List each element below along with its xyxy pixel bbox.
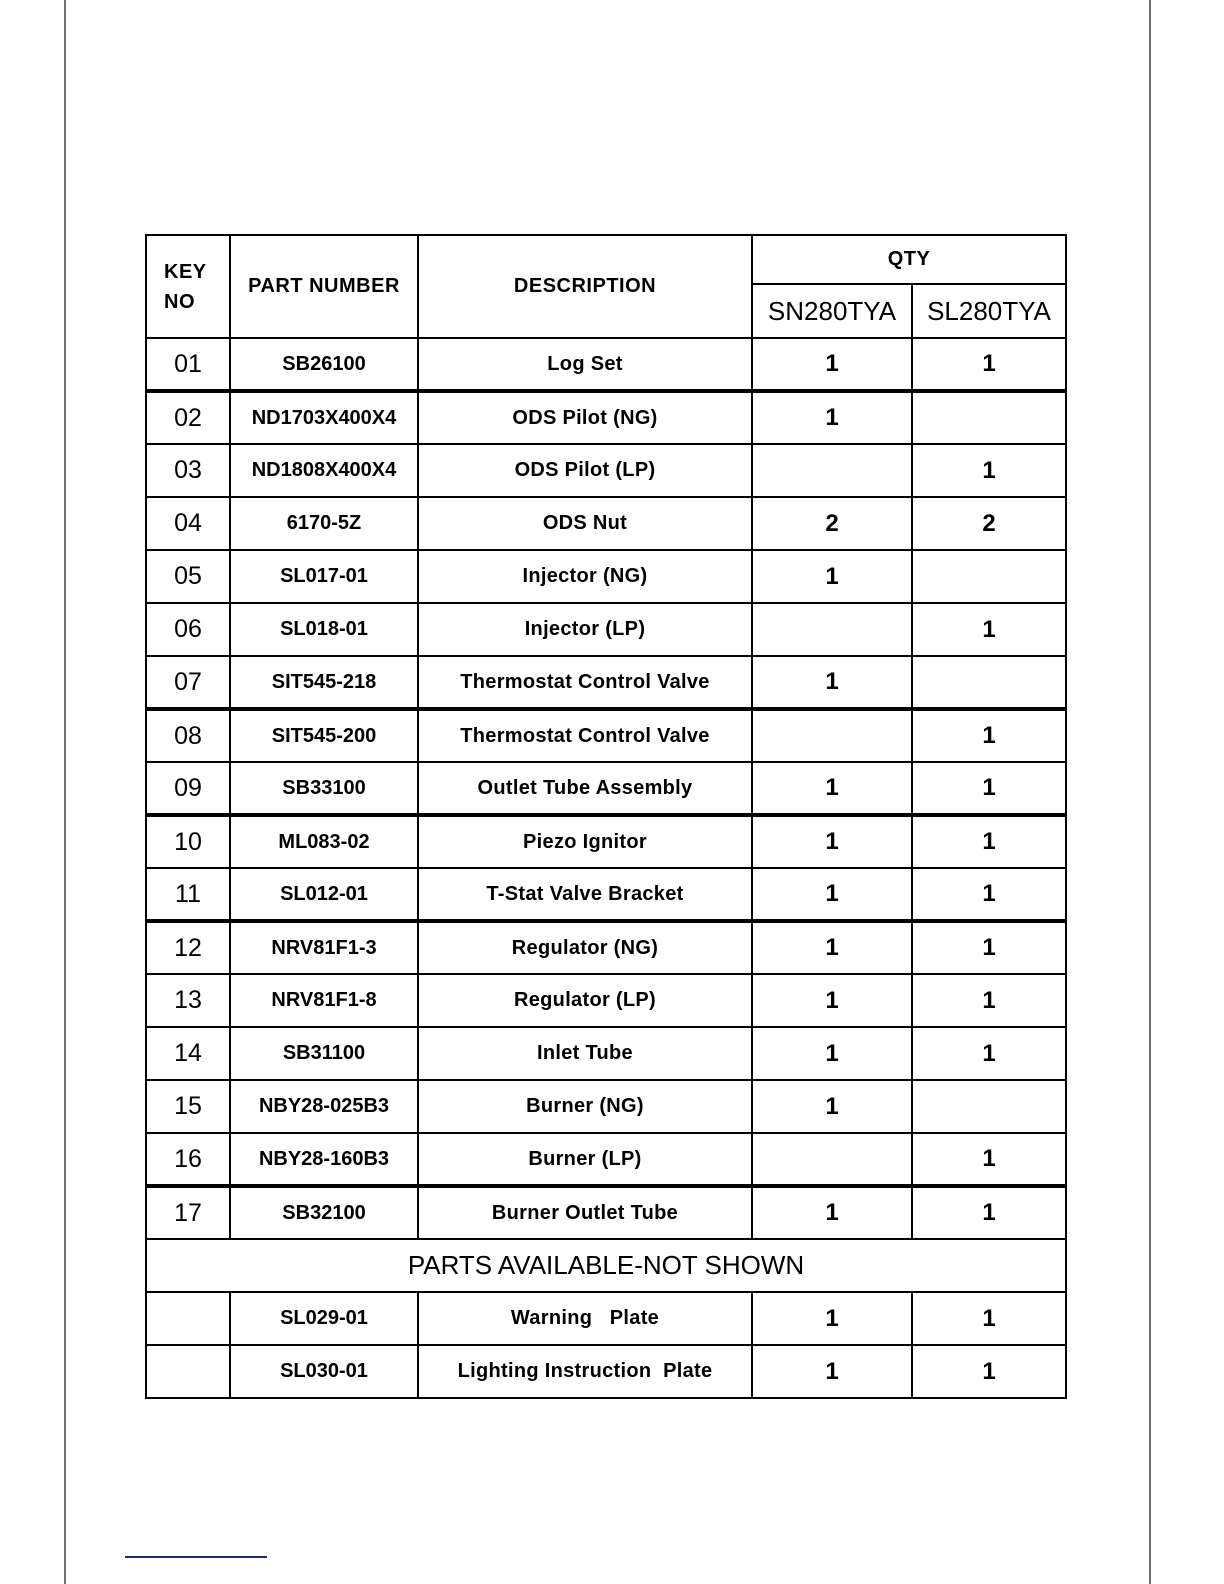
qty-sl280tya-cell xyxy=(912,391,1066,444)
key-no-cell: 06 xyxy=(146,603,230,656)
description-cell: Regulator (LP) xyxy=(418,974,752,1027)
part-number-cell: SL018-01 xyxy=(230,603,418,656)
table-row xyxy=(146,1027,1066,1080)
qty-sn280tya-cell: 2 xyxy=(752,497,912,550)
table-row xyxy=(146,709,1066,762)
part-number-cell: SIT545-218 xyxy=(230,656,418,709)
qty-sn280tya-cell: 1 xyxy=(752,656,912,709)
table-row xyxy=(146,1186,1066,1239)
part-number-cell: NBY28-025B3 xyxy=(230,1080,418,1133)
part-number-cell: 6170-5Z xyxy=(230,497,418,550)
qty-sn280tya-cell xyxy=(752,444,912,497)
description-cell: Burner (LP) xyxy=(418,1133,752,1186)
qty-sl280tya-cell: 1 xyxy=(912,921,1066,974)
part-number-cell: SB32100 xyxy=(230,1186,418,1239)
qty-sn280tya-cell xyxy=(752,709,912,762)
table-row xyxy=(146,762,1066,815)
table-row xyxy=(146,974,1066,1027)
key-no-cell: 12 xyxy=(146,921,230,974)
table-row xyxy=(146,815,1066,868)
key-no-cell: 07 xyxy=(146,656,230,709)
qty-sl280tya-cell xyxy=(912,1080,1066,1133)
key-no-cell: 10 xyxy=(146,815,230,868)
qty-sl280tya-cell: 1 xyxy=(912,1027,1066,1080)
table-row xyxy=(146,497,1066,550)
key-no-cell: 09 xyxy=(146,762,230,815)
key-no-cell: 16 xyxy=(146,1133,230,1186)
qty-header: QTY xyxy=(752,235,1066,284)
description-cell: ODS Pilot (NG) xyxy=(418,391,752,444)
key-no-cell: 04 xyxy=(146,497,230,550)
qty-sl280tya-cell xyxy=(912,550,1066,603)
part-number-cell: SIT545-200 xyxy=(230,709,418,762)
description-cell: Lighting Instruction Plate xyxy=(418,1345,752,1398)
qty-sl280tya-cell: 1 xyxy=(912,974,1066,1027)
part-number-cell: SB26100 xyxy=(230,338,418,391)
description-cell: T-Stat Valve Bracket xyxy=(418,868,752,921)
part-number-cell: NRV81F1-8 xyxy=(230,974,418,1027)
table-row xyxy=(146,391,1066,444)
qty-sn280tya-cell: 1 xyxy=(752,921,912,974)
section-row xyxy=(146,1239,1066,1292)
description-header: DESCRIPTION xyxy=(418,235,752,338)
part-number-cell: NBY28-160B3 xyxy=(230,1133,418,1186)
page-border-right xyxy=(1149,0,1151,1584)
qty-sn280tya-cell: 1 xyxy=(752,1345,912,1398)
description-cell: Warning Plate xyxy=(418,1292,752,1345)
header-row xyxy=(146,235,1066,284)
qty-sn280tya-cell: 1 xyxy=(752,1292,912,1345)
qty-sn280tya-cell: 1 xyxy=(752,868,912,921)
description-cell: Outlet Tube Assembly xyxy=(418,762,752,815)
key-no-cell: 15 xyxy=(146,1080,230,1133)
parts-table-body xyxy=(146,338,1066,1398)
qty-sl280tya-cell: 1 xyxy=(912,709,1066,762)
qty-sn280tya-cell xyxy=(752,1133,912,1186)
table-row xyxy=(146,1080,1066,1133)
qty-sl280tya-cell: 1 xyxy=(912,1345,1066,1398)
table-row xyxy=(146,444,1066,497)
description-cell: ODS Pilot (LP) xyxy=(418,444,752,497)
part-number-cell: ND1808X400X4 xyxy=(230,444,418,497)
key-no-header-label: KEY NO xyxy=(164,260,207,313)
table-row xyxy=(146,603,1066,656)
qty-sn280tya-cell: 1 xyxy=(752,974,912,1027)
qty-sn280tya-cell: 1 xyxy=(752,815,912,868)
qty-sn280tya-cell: 1 xyxy=(752,1186,912,1239)
description-cell: Burner Outlet Tube xyxy=(418,1186,752,1239)
part-number-cell: NRV81F1-3 xyxy=(230,921,418,974)
table-row xyxy=(146,656,1066,709)
description-cell: Burner (NG) xyxy=(418,1080,752,1133)
key-no-cell: 02 xyxy=(146,391,230,444)
table-row xyxy=(146,1133,1066,1186)
qty-sn280tya-cell: 1 xyxy=(752,550,912,603)
qty-sl280tya-cell xyxy=(912,656,1066,709)
qty-sl280tya-cell: 1 xyxy=(912,1292,1066,1345)
page-border-left xyxy=(64,0,66,1584)
qty-sl280tya-cell: 1 xyxy=(912,815,1066,868)
table-row xyxy=(146,868,1066,921)
part-number-cell: SB33100 xyxy=(230,762,418,815)
extra-table-row xyxy=(146,1345,1066,1398)
description-cell: Piezo Ignitor xyxy=(418,815,752,868)
key-no-cell xyxy=(146,1292,230,1345)
description-cell: Thermostat Control Valve xyxy=(418,709,752,762)
parts-not-shown-label: PARTS AVAILABLE-NOT SHOWN xyxy=(146,1239,1066,1292)
part-number-cell: ND1703X400X4 xyxy=(230,391,418,444)
key-no-cell xyxy=(146,1345,230,1398)
qty-sn280tya-cell: 1 xyxy=(752,338,912,391)
description-cell: Log Set xyxy=(418,338,752,391)
key-no-cell: 17 xyxy=(146,1186,230,1239)
description-cell: Inlet Tube xyxy=(418,1027,752,1080)
qty-sl280tya-cell: 1 xyxy=(912,1186,1066,1239)
description-cell: ODS Nut xyxy=(418,497,752,550)
qty-sl280tya-cell: 1 xyxy=(912,603,1066,656)
description-cell: Regulator (NG) xyxy=(418,921,752,974)
qty-sn280tya-cell xyxy=(752,603,912,656)
key-no-cell: 11 xyxy=(146,868,230,921)
part-number-cell: SL030-01 xyxy=(230,1345,418,1398)
key-no-cell: 14 xyxy=(146,1027,230,1080)
extra-table-row xyxy=(146,1292,1066,1345)
qty-sl280tya-cell: 1 xyxy=(912,762,1066,815)
qty-sn280tya-cell: 1 xyxy=(752,1027,912,1080)
part-number-header: PART NUMBER xyxy=(230,235,418,338)
model-sl280tya-header: SL280TYA xyxy=(912,284,1066,338)
table-row xyxy=(146,338,1066,391)
qty-sl280tya-cell: 1 xyxy=(912,1133,1066,1186)
key-no-cell: 08 xyxy=(146,709,230,762)
table-row xyxy=(146,550,1066,603)
description-cell: Thermostat Control Valve xyxy=(418,656,752,709)
qty-sl280tya-cell: 2 xyxy=(912,497,1066,550)
part-number-cell: SL029-01 xyxy=(230,1292,418,1345)
footer-rule xyxy=(125,1556,267,1558)
description-cell: Injector (NG) xyxy=(418,550,752,603)
key-no-cell: 01 xyxy=(146,338,230,391)
qty-sn280tya-cell: 1 xyxy=(752,1080,912,1133)
part-number-cell: SL017-01 xyxy=(230,550,418,603)
parts-table xyxy=(145,234,1067,1399)
key-no-header xyxy=(146,235,230,338)
part-number-cell: ML083-02 xyxy=(230,815,418,868)
qty-sl280tya-cell: 1 xyxy=(912,868,1066,921)
part-number-cell: SL012-01 xyxy=(230,868,418,921)
qty-sn280tya-cell: 1 xyxy=(752,391,912,444)
qty-sn280tya-cell: 1 xyxy=(752,762,912,815)
table-row xyxy=(146,921,1066,974)
description-cell: Injector (LP) xyxy=(418,603,752,656)
key-no-cell: 03 xyxy=(146,444,230,497)
qty-sl280tya-cell: 1 xyxy=(912,444,1066,497)
model-sn280tya-header: SN280TYA xyxy=(752,284,912,338)
key-no-cell: 13 xyxy=(146,974,230,1027)
qty-sl280tya-cell: 1 xyxy=(912,338,1066,391)
part-number-cell: SB31100 xyxy=(230,1027,418,1080)
key-no-cell: 05 xyxy=(146,550,230,603)
